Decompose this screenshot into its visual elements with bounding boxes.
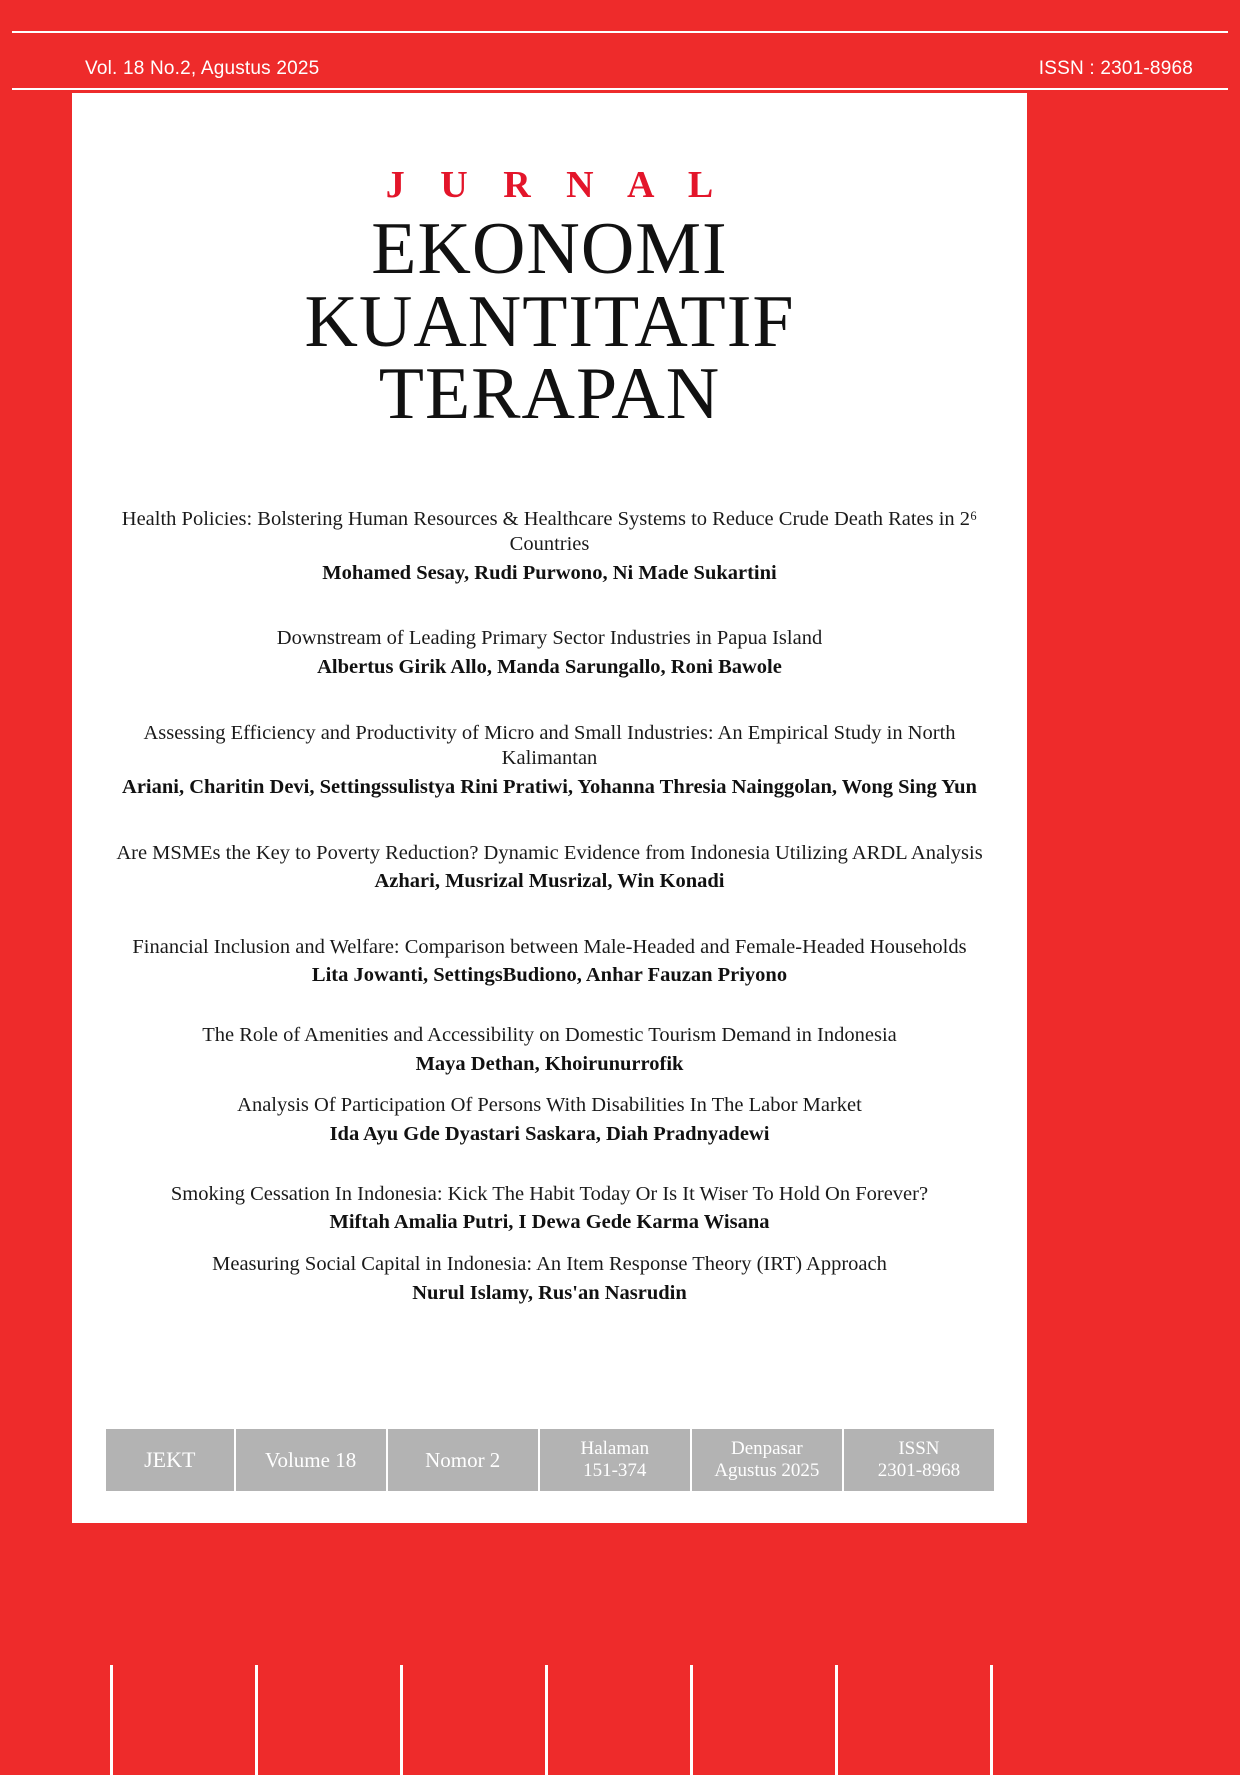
issue-footer-table [106,1429,994,1491]
cover-header [0,56,1240,82]
article-authors: Mohamed Sesay, Rudi Purwono, Ni Made Sukartini [322,561,777,584]
article-title: Smoking Cessation In Indonesia: Kick The Habit Today Or Is It Wiser To Hold On Forever? [170,1182,929,1205]
article-authors: Miftah Amalia Putri, I Dewa Gede Karma Wisana [329,1211,770,1234]
list-item [112,935,987,989]
article-list [112,507,987,1307]
article-authors: Maya Dethan, Khoirunurrofik [415,1052,684,1075]
bottom-decorative-strip [0,1655,1240,1775]
masthead-jurnal: J U R N A L [385,164,727,206]
article-title: The Role of Amenities and Accessibility on Domestic Tourism Demand in Indonesia [202,1024,897,1047]
article-title: Measuring Social Capital in Indonesia: An Item Response Theory (IRT) Approach [212,1252,887,1275]
article-authors: Azhari, Musrizal Musrizal, Win Konadi [374,870,725,893]
article-authors: Ida Ayu Gde Dyastari Saskara, Diah Pradnyadewi [329,1123,770,1146]
list-item [112,626,987,680]
strip-tick [400,1665,403,1775]
list-item [112,1093,987,1147]
list-item [112,721,987,801]
masthead-line-2: KUANTITATIF [304,280,795,363]
article-authors: Albertus Girik Allo, Manda Sarungallo, Roni Bawole [317,656,782,679]
list-item [112,1252,987,1306]
issn-label: ISSN : 2301-8968 [1038,58,1193,79]
article-authors: Nurul Islamy, Rus'an Nasrudin [412,1281,687,1304]
strip-tick [545,1665,548,1775]
top-frame-line [12,31,1228,33]
strip-tick [255,1665,258,1775]
masthead-line-3: TERAPAN [378,353,721,436]
volume-issue-label: Vol. 18 No.2, Agustus 2025 [85,58,320,79]
strip-tick [690,1665,693,1775]
footer-volume: Volume 18 [236,1429,388,1491]
article-authors: Lita Jowanti, SettingsBudiono, Anhar Fauzan Priyono [311,964,788,987]
top-frame-line-lower [12,88,1228,90]
strip-tick [990,1665,993,1775]
masthead-line-1: EKONOMI [371,208,728,290]
cover-page-panel [72,93,1027,1523]
strip-tick [110,1665,113,1775]
strip-tick [835,1665,838,1775]
article-title: Analysis Of Participation Of Persons With Disabilities In The Labor Market [237,1094,862,1117]
article-title: Are MSMEs the Key to Poverty Reduction? Dynamic Evidence from Indonesia Utilizing ARDL Analysis [116,841,983,864]
list-item [112,841,987,895]
footer-number: Nomor 2 [388,1429,540,1491]
footer-journal-abbr: JEKT [106,1429,236,1491]
article-title: Downstream of Leading Primary Sector Industries in Papua Island [276,627,823,650]
article-title: Health Policies: Bolstering Human Resources & Healthcare Systems to Reduce Crude Death Rates in 2⁶ Countries [121,507,978,556]
list-item [112,1182,987,1236]
footer-issn: ISSN 2301-8968 [877,1438,961,1481]
list-item [112,1023,987,1077]
footer-city-date: Denpasar Agustus 2025 [692,1429,844,1491]
footer-pages: Halaman 151-374 [540,1429,692,1491]
article-title: Financial Inclusion and Welfare: Comparison between Male-Headed and Female-Headed Households [132,935,967,958]
list-item [112,507,987,587]
masthead [72,163,1027,436]
article-title: Assessing Efficiency and Productivity of Micro and Small Industries: An Empirical Study in North Kalimantan [143,721,956,770]
article-authors: Ariani, Charitin Devi, Settingssulistya Rini Pratiwi, Yohanna Thresia Nainggolan, Wong Sing Yun [122,775,977,798]
